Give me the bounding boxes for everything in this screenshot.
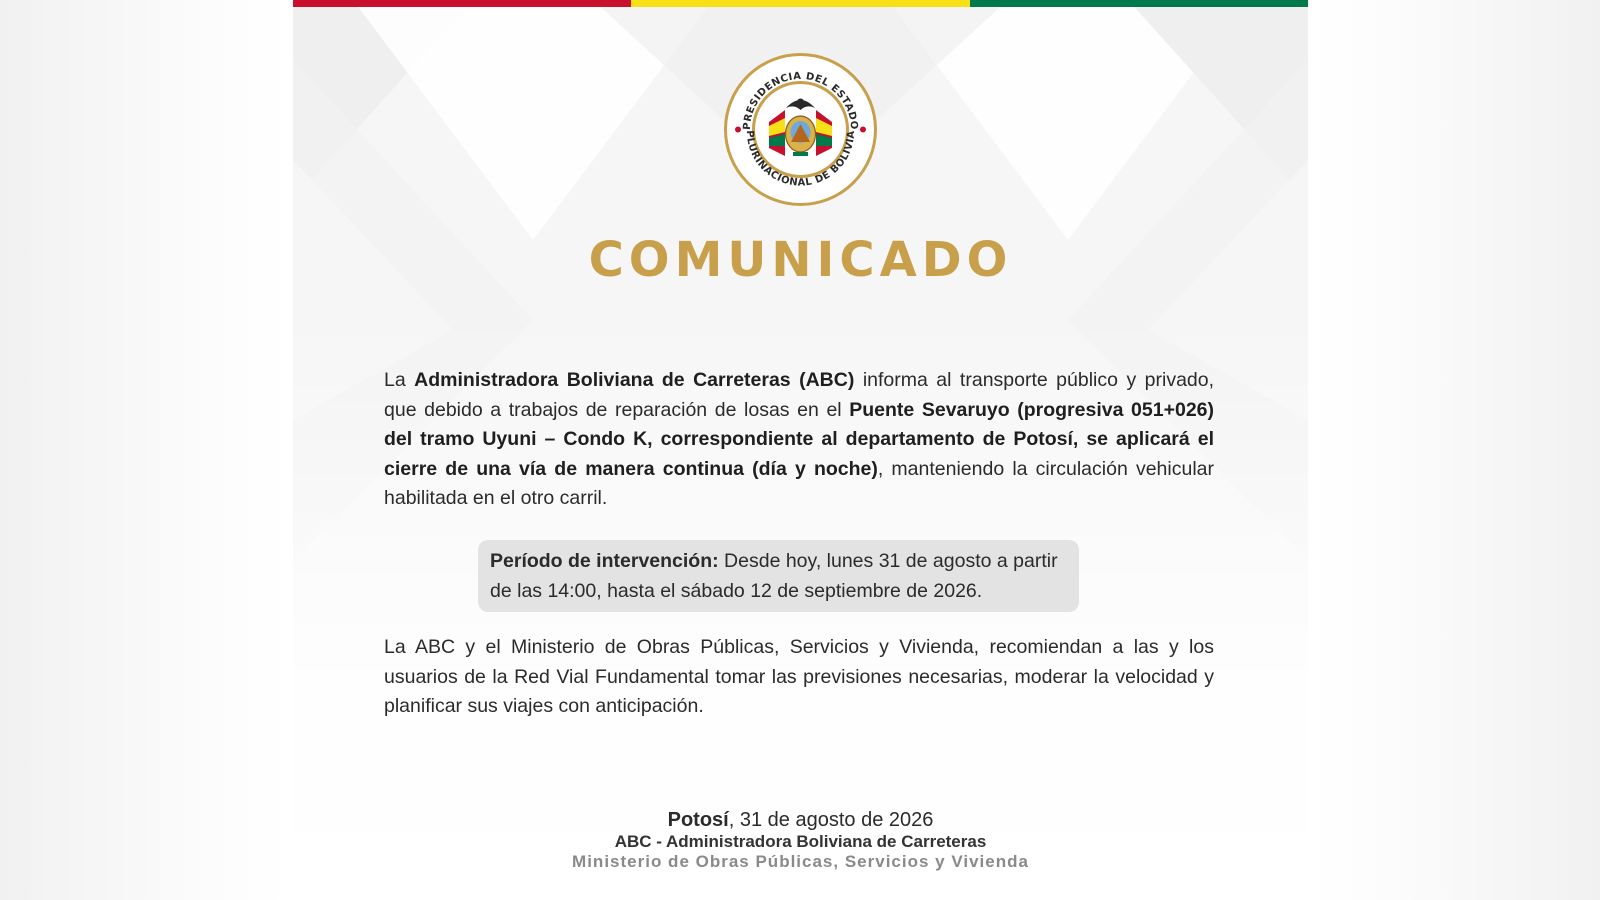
p1-text-1: La xyxy=(384,369,415,391)
period-text: Desde hoy, lunes 31 de agosto a partir de las 14:00, hasta el sábado 12 de septiembre de 2026. xyxy=(490,550,1058,602)
seal-bottom-text: PLURINACIONAL DE BOLIVIA xyxy=(743,130,858,189)
flag-stripe-green xyxy=(970,0,1308,7)
period-label: Período de intervención: xyxy=(490,550,719,572)
footer-organization: ABC - Administradora Boliviana de Carreteras xyxy=(614,832,987,851)
seal-top-text: PRESIDENCIA DEL ESTADO xyxy=(741,70,860,131)
state-seal xyxy=(723,52,878,207)
p1-bold-2: Puente Sevaruyo (progresiva 051+026) del tramo Uyuni – Condo K, correspondiente al departamento de Potosí, se aplicará el cierre de una vía de manera continua (día y noche) xyxy=(384,398,1214,480)
footer-city: Potosí xyxy=(667,809,729,831)
place-date xyxy=(293,808,1308,832)
announcement-paragraph xyxy=(384,366,1214,514)
intervention-period-box xyxy=(478,540,1079,612)
page-title: COMUNICADO xyxy=(588,232,1013,288)
flag-stripe-yellow xyxy=(631,0,969,7)
p1-bold-1: Administradora Boliviana de Carreteras (ABC) xyxy=(414,369,855,391)
footer-date: , 31 de agosto de 2026 xyxy=(728,809,934,831)
p1-text-3: , manteniendo la circulación vehicular habilitada en el otro carril. xyxy=(384,457,1214,509)
signature-block xyxy=(293,808,1308,872)
footer-ministry: Ministerio de Obras Públicas, Servicios y Vivienda xyxy=(572,852,1029,871)
recommendation-paragraph: La ABC y el Ministerio de Obras Públicas, Servicios y Vivienda, recomiendan a las y los usuarios de la Red Vial Fundamental tomar las previsiones necesarias, moderar la velocidad y planificar sus viajes con anticipación. xyxy=(384,636,1214,717)
communique-page xyxy=(293,0,1308,900)
p1-text-2: informa al transporte público y privado, que debido a trabajos de reparación de losas en el xyxy=(384,369,1215,421)
flag-stripe xyxy=(293,0,1308,7)
flag-stripe-red xyxy=(293,0,631,7)
seal-graphic xyxy=(723,52,878,207)
